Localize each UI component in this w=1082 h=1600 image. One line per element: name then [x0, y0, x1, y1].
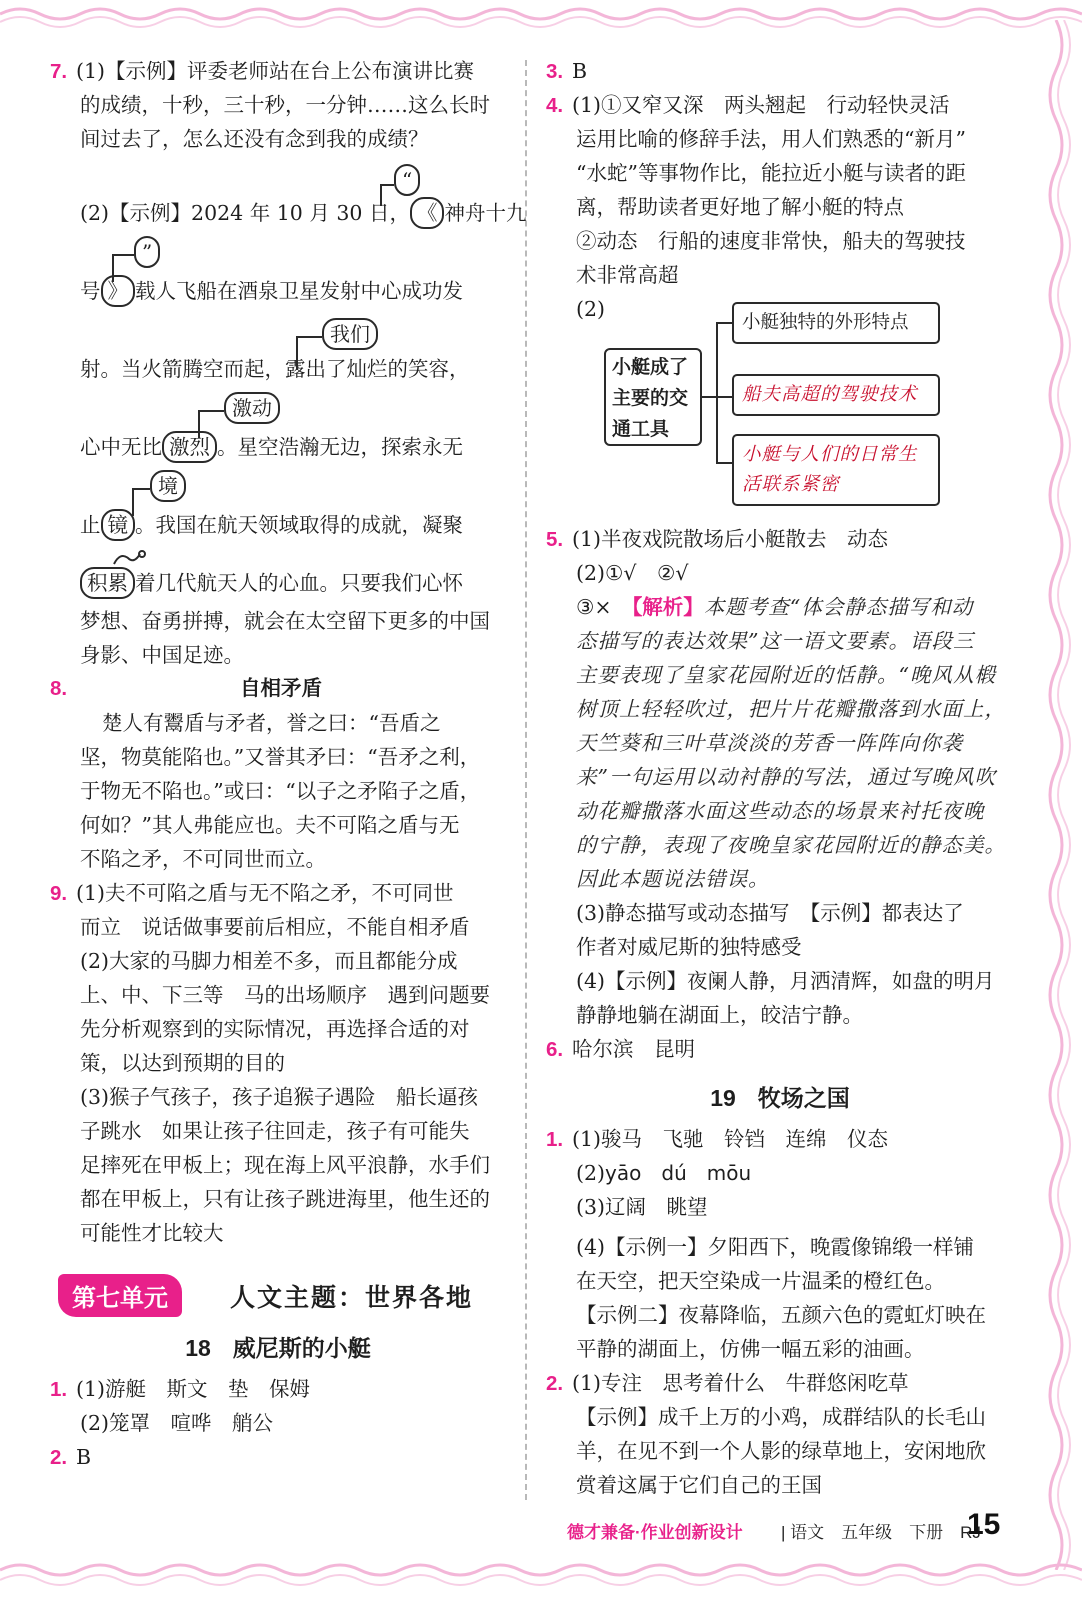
answer-line: (1)骏马 飞驰 铃铛 连绵 仪态 [572, 1127, 889, 1151]
revision-line-1 [50, 156, 527, 234]
question-6 [546, 1032, 1014, 1066]
answer-line: 足摔死在甲板上；现在海上风平浪静，水手们 [80, 1153, 490, 1177]
lesson-number: 18 [185, 1335, 211, 1361]
analysis-text: 因此本题说法错误。 [576, 867, 770, 891]
revision-line-2 [50, 234, 506, 312]
footer-meta: | 语文 五年级 下册 RJ [781, 1523, 981, 1542]
answer-line: 不陷之矛，不可同世而立。 [80, 847, 326, 871]
answer-line: 梦想、奋勇拼搏，就会在太空留下更多的中国 [80, 609, 490, 633]
revision-line-4 [50, 390, 506, 468]
answer-line: 作者对威尼斯的独特感受 [576, 935, 802, 959]
top-wave-border [0, 0, 1082, 34]
correction-insert: 我们 [322, 318, 378, 350]
answer-line: 术非常高超 [576, 263, 679, 287]
answer-line: 的成绩，十秒，三十秒，一分钟……这么长时 [80, 93, 490, 117]
answer-text: B [76, 1445, 92, 1469]
lesson-title [50, 1324, 506, 1372]
answer-line: (1)游艇 斯文 垫 保姆 [76, 1377, 311, 1401]
correction-insert: 境 [150, 470, 186, 502]
answer-line: (1)【示例】评委老师站在台上公布演讲比赛 [76, 59, 475, 83]
mind-map-branch-handwritten: 船夫高超的驾驶技术 [732, 374, 940, 416]
answer-line: ②动态 行船的速度非常快，船夫的驾驶技 [576, 229, 966, 253]
page-number: 15 [967, 1508, 1001, 1541]
question-number: 4. [546, 94, 564, 117]
correction-circle: 积累 [80, 567, 135, 599]
lesson19-question-2 [546, 1366, 1014, 1502]
question-number: 5. [546, 528, 564, 551]
question-8 [50, 672, 506, 876]
answer-line: (3)辽阔 眺望 [576, 1195, 708, 1219]
question-3 [546, 54, 1014, 88]
answer-line: 运用比喻的修辞手法，用人们熟悉的“新月” [576, 127, 966, 151]
lesson19-question-1 [546, 1122, 1014, 1366]
answer-line: (2)大家的马脚力相差不多，而且都能分成 [80, 949, 458, 973]
root-line: 小艇成了 [612, 357, 689, 378]
lesson18-question-2 [50, 1440, 506, 1474]
revision-line-3 [50, 312, 506, 390]
correction-leader [198, 410, 224, 438]
answer-text: 号 [80, 279, 101, 303]
question-number: 1. [546, 1128, 564, 1151]
answer-line: (4)【示例一】夕阳西下，晚霞像锦缎一样铺 [576, 1235, 975, 1259]
question-5 [546, 522, 1014, 1032]
answer-line: (4)【示例】夜阑人静，月洒清辉，如盘的明月 [576, 969, 995, 993]
question-number: 3. [546, 60, 564, 83]
answer-text: 载人飞船在酒泉卫星发射中心成功发 [135, 279, 463, 303]
question-number: 7. [50, 60, 68, 83]
answer-text: 神舟十九 [444, 201, 527, 225]
question-number: 1. [50, 1378, 68, 1401]
analysis-text: 树顶上轻轻吹过，把片片花瓣撒落到水面上， [576, 697, 1006, 721]
poem-title: 自相矛盾 [240, 677, 322, 700]
mind-map-connector [716, 322, 732, 324]
answer-line: 楚人有鬻盾与矛者，誉之曰：“吾盾之 [102, 711, 441, 735]
right-wave-border [1034, 20, 1082, 1570]
answer-line: 而立 说话做事要前后相应，不能自相矛盾 [80, 915, 470, 939]
root-line: 通工具 [612, 419, 670, 440]
answer-line: (3)猴子气孩子，孩子追猴子遇险 船长逼孩 [80, 1085, 479, 1109]
mind-map-root [604, 348, 702, 446]
answer-text: 心中无比 [80, 435, 162, 459]
answer-line: (1)半夜戏院散场后小艇散去 动态 [572, 527, 889, 551]
question-7 [50, 54, 527, 672]
question-9 [50, 876, 506, 1250]
analysis-text: 来”一句运用以动衬静的写法，通过写晚风吹 [576, 765, 996, 789]
left-column [50, 54, 527, 1474]
answer-line: 间过去了，怎么还没有念到我的成绩？ [80, 127, 429, 151]
answer-line: 可能性才比较大 [80, 1221, 224, 1245]
answer-text: 。星空浩瀚无边，探索永无 [217, 435, 463, 459]
answer-line: 羊，在见不到一个人影的绿草地上，安闲地欣 [576, 1439, 986, 1463]
answer-text: 哈尔滨 昆明 [572, 1037, 695, 1061]
right-column [546, 54, 1014, 1502]
lesson-number: 19 [710, 1085, 736, 1111]
answer-line: 先分析观察到的实际情况，再选择合适的对 [80, 1017, 470, 1041]
correction-circle: 激烈 [162, 431, 217, 463]
answer-line: (1)专注 思考着什么 牛群悠闲吃草 [572, 1371, 909, 1395]
unit-header [50, 1268, 506, 1324]
pinyin-answer: yāo dú mōu [605, 1161, 752, 1185]
answer-text: B [572, 59, 588, 83]
question-number: 9. [50, 882, 68, 905]
correction-leader [296, 336, 322, 370]
unit-badge: 第七单元 [58, 1274, 182, 1317]
answer-line: (1)①又窄又深 两头翘起 行动轻快灵活 [572, 93, 950, 117]
answer-line: 离，帮助读者更好地了解小艇的特点 [576, 195, 904, 219]
answer-line: 身影、中国足迹。 [80, 643, 244, 667]
lesson-name: 牧场之国 [757, 1085, 850, 1111]
analysis-text: 本题考查“体会静态描写和动 [703, 595, 974, 619]
lesson18-question-1 [50, 1372, 506, 1440]
column-divider [525, 60, 527, 1500]
mind-map [546, 312, 1014, 522]
answer-text: 止 [80, 513, 101, 537]
correction-leader [132, 488, 150, 516]
answer-line: (2) [576, 297, 606, 321]
question-number: 2. [50, 1446, 68, 1469]
correction-leader [380, 184, 394, 206]
answer-line: 何如？”其人弗能应也。夫不可陷之盾与无 [80, 813, 460, 837]
answer-text: 着几代航天人的心血。只要我们心怀 [135, 571, 463, 595]
footer-brand: 德才兼备·作业创新设计 [567, 1523, 743, 1542]
correction-insert: 激动 [224, 392, 280, 424]
analysis-text: 的宁静，表现了夜晚皇家花园附近的静态美。 [576, 833, 1006, 857]
question-number: 8. [50, 677, 68, 700]
correction-insert: ” [134, 236, 160, 268]
correction-insert: “ [394, 164, 420, 196]
lesson-title [546, 1074, 1014, 1122]
answer-text: 。我国在航天领域取得的成就，凝聚 [135, 513, 463, 537]
answer-line: (3)静态描写或动态描写 【示例】都表达了 [576, 901, 964, 925]
question-number: 6. [546, 1038, 564, 1061]
answer-text: 露出了灿烂的笑容， [285, 357, 470, 381]
page-footer [567, 1508, 1007, 1548]
bottom-wave-border [0, 1552, 1082, 1600]
correction-circle: 》 [101, 275, 136, 307]
answer-line: (1)夫不可陷之盾与无不陷之矛，不可同世 [76, 881, 454, 905]
root-line: 主要的交 [612, 388, 689, 409]
answer-line: “水蛇”等事物作比，能拉近小艇与读者的距 [576, 161, 966, 185]
answer-text: ③× [576, 595, 633, 619]
analysis-text: 天竺葵和三叶草淡淡的芳香一阵阵向你袭 [576, 731, 963, 755]
mind-map-connector [716, 396, 732, 398]
correction-leader [112, 254, 134, 282]
lesson-name: 威尼斯的小艇 [232, 1335, 371, 1361]
mind-map-branch: 小艇独特的外形特点 [732, 302, 940, 344]
analysis-text: 态描写的表达效果”这一语文要素。语段三 [576, 629, 975, 653]
mind-map-connector [702, 396, 716, 398]
answer-line: 【示例二】夜幕降临，五颜六色的霓虹灯映在 [576, 1303, 986, 1327]
answer-line: (2)①√ ②√ [576, 561, 689, 585]
answer-line: (2)【示例】2024 年 10 月 30 日， [80, 201, 410, 225]
revision-line-6 [50, 546, 506, 604]
answer-line: 在天空，把天空染成一片温柔的橙红色。 [576, 1269, 945, 1293]
correction-circle: 《 [410, 197, 445, 229]
answer-line: 于物无不陷也。”或曰：“以子之矛陷子之盾， [80, 779, 481, 803]
answer-line: (2)笼罩 喧哗 艄公 [80, 1411, 274, 1435]
answer-line: 策，以达到预期的目的 [80, 1051, 285, 1075]
answer-line: 赏着这属于它们自己的王国 [576, 1473, 822, 1497]
analysis-text: 动花瓣撒落水面这些动态的场景来衬托夜晚 [576, 799, 985, 823]
question-number: 2. [546, 1372, 564, 1395]
mind-map-connector [716, 462, 732, 464]
answer-line: 子跳水 如果让孩子往回走，孩子有可能失 [80, 1119, 470, 1143]
analysis-text: 主要表现了皇家花园附近的恬静。“晚风从椴 [576, 663, 996, 687]
mind-map-branch-handwritten: 小艇与人们的日常生活联系紧密 [732, 434, 940, 506]
answer-text: 射。当火箭腾空而起， [80, 357, 285, 381]
answer-line: 都在甲板上，只有让孩子跳进海里，他生还的 [80, 1187, 490, 1211]
answer-line: 坚，物莫能陷也。”又誉其矛曰：“吾矛之利， [80, 745, 481, 769]
answer-line: 【示例】成千上万的小鸡，成群结队的长毛山 [576, 1405, 986, 1429]
question-4 [546, 88, 1014, 522]
analysis-label: 【解析】 [632, 596, 704, 619]
answer-line: 静静地躺在湖面上，皎洁宁静。 [576, 1003, 863, 1027]
answer-text: (2) [576, 1161, 606, 1185]
unit-theme: 人文主题：世界各地 [230, 1283, 474, 1312]
answer-line: 平静的湖面上，仿佛一幅五彩的油画。 [576, 1337, 925, 1361]
revision-line-5 [50, 468, 506, 546]
correction-circle: 镜 [101, 509, 136, 541]
swap-mark-icon [110, 548, 150, 568]
mind-map-connector [716, 322, 718, 464]
answer-line: 上、中、下三等 马的出场顺序 遇到问题要 [80, 983, 490, 1007]
